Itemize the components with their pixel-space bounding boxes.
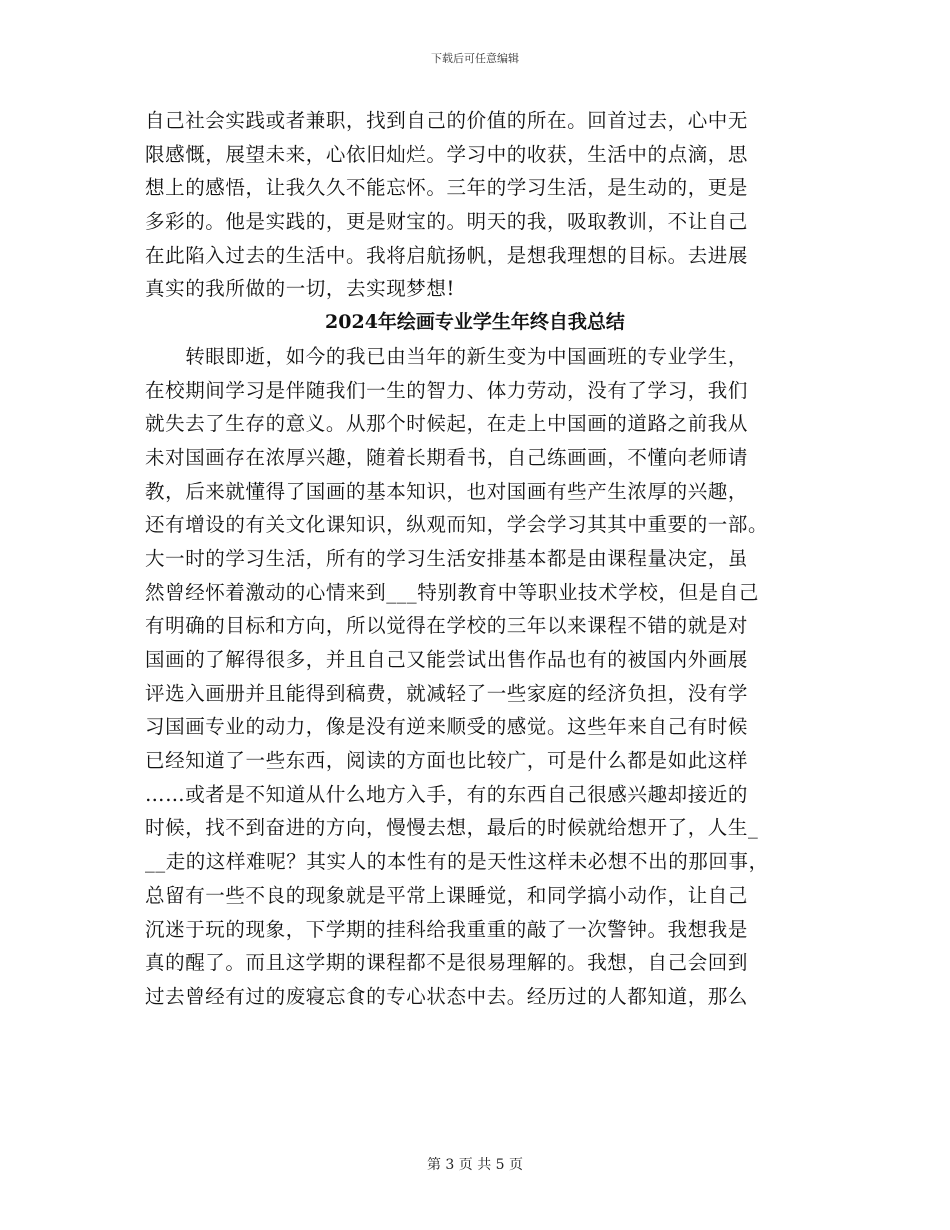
text-line: 在此陷入过去的生活中。我将启航扬帆，是想我理想的目标。去进展 bbox=[145, 243, 749, 267]
text-line: 限感慨，展望未来，心依旧灿烂。学习中的收获，生活中的点滴，思 bbox=[145, 142, 749, 166]
section-title: 2024年绘画专业学生年终自我总结 bbox=[325, 311, 625, 334]
text-line: 国画的了解得很多，并且自己又能尝试出售作品也有的被国内外画展 bbox=[145, 648, 749, 671]
text-line: __走的这样难呢？其实人的本性有的是天性这样未必想不出的那回事， bbox=[145, 850, 769, 874]
paragraph-2 bbox=[145, 340, 805, 1014]
text-line: ……或者是不知道从什么地方入手，有的东西自己很感兴趣却接近的 bbox=[145, 782, 749, 806]
text-line: 还有增设的有关文化课知识，纵观而知，学会学习其其中重要的一部。 bbox=[145, 513, 769, 537]
text-line: 总留有一些不良的现象就是平常上课睡觉，和同学搞小动作，让自己 bbox=[145, 883, 749, 907]
text-line: 就失去了生存的意义。从那个时候起，在走上中国画的道路之前我从 bbox=[145, 412, 749, 436]
text-line: 自己社会实践或者兼职，找到自己的价值的所在。回首过去，心中无 bbox=[145, 109, 749, 132]
text-line: 在校期间学习是伴随我们一生的智力、体力劳动，没有了学习，我们 bbox=[145, 378, 749, 402]
text-line: 转眼即逝，如今的我已由当年的新生变为中国画班的专业学生， bbox=[145, 344, 749, 368]
text-line: 教，后来就懂得了国画的基本知识，也对国画有些产生浓厚的兴趣， bbox=[145, 479, 749, 503]
document-body bbox=[145, 104, 805, 1014]
text-line: 有明确的目标和方向，所以觉得在学校的三年以来课程不错的就是对 bbox=[145, 614, 749, 638]
text-line: 时候，找不到奋进的方向，慢慢去想，最后的时候就给想开了，人生_ bbox=[145, 816, 759, 840]
text-line: 评选入画册并且能得到稿费，就减轻了一些家庭的经济负担，没有学 bbox=[145, 681, 749, 705]
text-line: 未对国画存在浓厚兴趣，随着长期看书，自己练画画，不懂向老师请 bbox=[145, 445, 749, 469]
text-line: 沉迷于玩的现象，下学期的挂科给我重重的敲了一次警钟。我想我是 bbox=[145, 917, 749, 941]
text-line: 想上的感悟，让我久久不能忘怀。三年的学习生活，是生动的，更是 bbox=[145, 176, 749, 200]
paragraph-1 bbox=[145, 104, 805, 306]
text-line: 真实的我所做的一切，去实现梦想! bbox=[145, 277, 455, 301]
text-line: 然曾经怀着激动的心情来到___特别教育中等职业技术学校，但是自己 bbox=[145, 580, 759, 604]
text-line: 过去曾经有过的废寝忘食的专心状态中去。经历过的人都知道，那么 bbox=[145, 984, 749, 1008]
text-line: 多彩的。他是实践的，更是财宝的。明天的我，吸取教训，不让自己 bbox=[145, 210, 749, 234]
page-header: 下载后可任意编辑 bbox=[431, 52, 519, 65]
text-line: 大一时的学习生活，所有的学习生活安排基本都是由课程量决定，虽 bbox=[145, 546, 749, 570]
text-line: 已经知道了一些东西，阅读的方面也比较广，可是什么都是如此这样 bbox=[145, 749, 749, 773]
text-line: 习国画专业的动力，像是没有逆来顺受的感觉。这些年来自己有时候 bbox=[145, 715, 749, 739]
text-line: 真的醒了。而且这学期的课程都不是很易理解的。我想，自己会回到 bbox=[145, 951, 749, 975]
page-footer: 第 3 页 共 5 页 bbox=[426, 1157, 524, 1173]
